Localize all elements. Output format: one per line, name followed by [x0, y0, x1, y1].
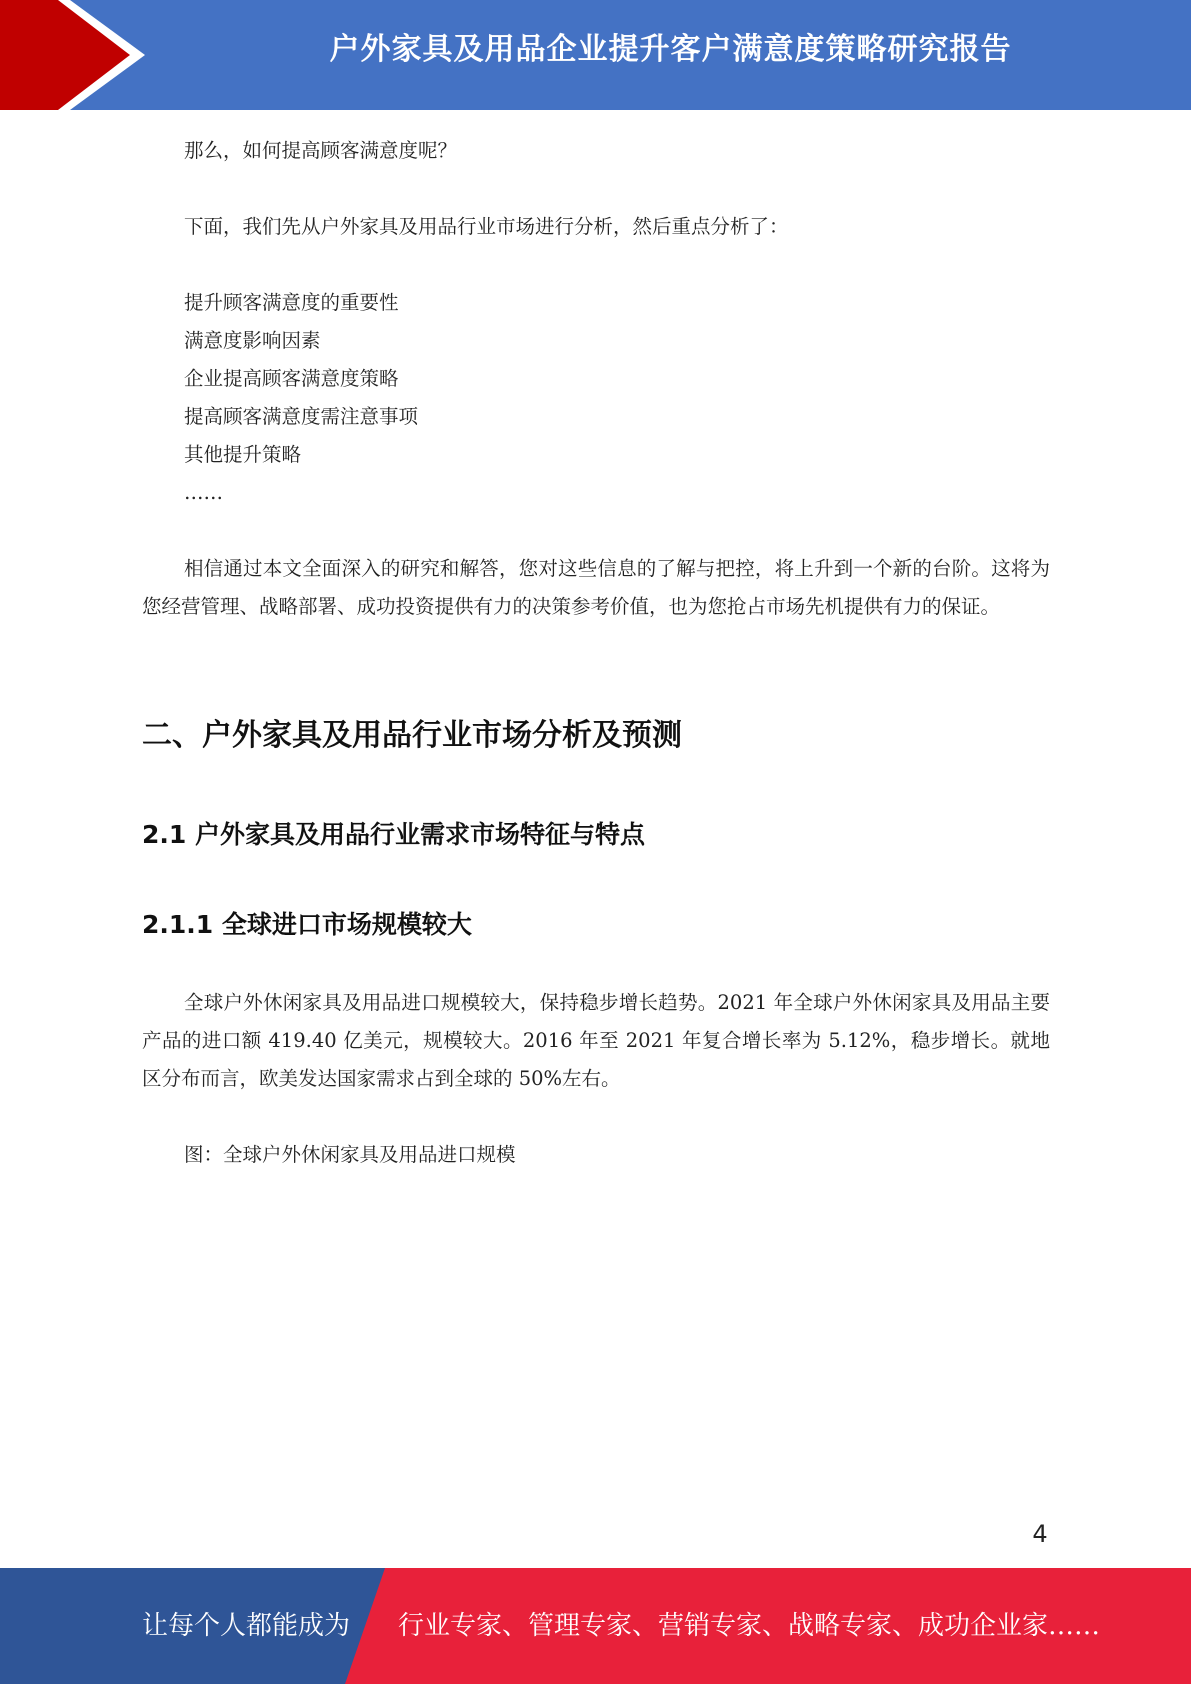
footer-slogan-left: 让每个人都能成为	[142, 1611, 351, 1641]
intro-question: 那么，如何提高顾客满意度呢？	[184, 139, 458, 162]
list-item: 提升顾客满意度的重要性	[184, 291, 399, 314]
footer-banner	[0, 1568, 1191, 1684]
figure-caption: 图：全球户外休闲家具及用品进口规模	[184, 1143, 516, 1166]
list-item: 企业提高顾客满意度策略	[184, 367, 399, 390]
section-heading: 二、户外家具及用品行业市场分析及预测	[142, 718, 682, 753]
list-item: 其他提升策略	[184, 443, 302, 466]
topic-list	[184, 284, 418, 512]
report-title: 户外家具及用品企业提升客户满意度策略研究报告	[329, 32, 1012, 67]
list-item: 满意度影响因素	[184, 329, 321, 352]
intro-conclusion: 相信通过本文全面深入的研究和解答，您对这些信息的了解与把控，将上升到一个新的台阶。这将为您经营管理、战略部署、成功投资提供有力的决策参考价值，也为您抢占市场先机提供有力的保证。	[142, 557, 1050, 618]
market-paragraph: 全球户外休闲家具及用品进口规模较大，保持稳步增长趋势。2021 年全球户外休闲家具及用品主要产品的进口额 419.40 亿美元，规模较大。2016 年至 2021 年复合增长率为 5.12%，稳步增长。就地区分布而言，欧美发达国家需求占到全球的 50%左右。	[142, 991, 1050, 1090]
subsection-heading: 2.1 户外家具及用品行业需求市场特征与特点	[142, 820, 645, 849]
footer-slogan-right: 行业专家、管理专家、营销专家、战略专家、成功企业家……	[398, 1611, 1101, 1641]
header-banner	[0, 0, 1191, 110]
page-number: 4	[1032, 1520, 1048, 1548]
list-item: 提高顾客满意度需注意事项	[184, 405, 419, 428]
intro-lead: 下面，我们先从户外家具及用品行业市场进行分析，然后重点分析了：	[184, 215, 789, 238]
subsubsection-heading: 2.1.1 全球进口市场规模较大	[142, 910, 472, 939]
list-item: ……	[184, 481, 223, 504]
